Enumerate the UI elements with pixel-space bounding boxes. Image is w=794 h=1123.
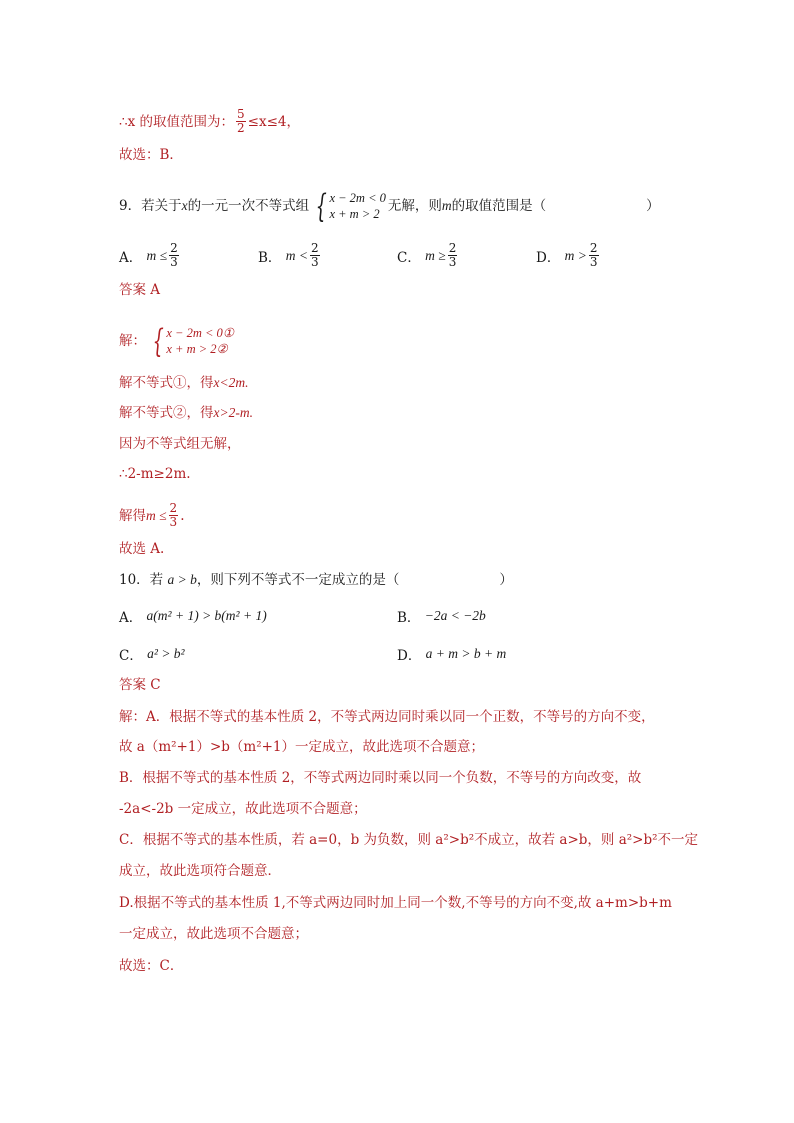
solution-10-line: -2a<-2b 一定成立，故此选项不合题意； bbox=[119, 801, 367, 817]
solution-10-choice: 故选：C． bbox=[119, 958, 184, 974]
option-9b: B． m < $\frac{2}{3}$ bbox=[258, 241, 319, 269]
option-9c: C． m ≥ $\frac{2}{3}$ bbox=[397, 241, 457, 269]
solution-9-step2: 解不等式②，得 x>2-m. bbox=[119, 405, 253, 421]
line-range: ∴x 的取值范围为： $\frac{5}{2}$ ≤x≤4， bbox=[119, 107, 300, 135]
solution-9-step1: 解不等式①，得 x<2m. bbox=[119, 375, 249, 391]
option-9a: A． m ≤ $\frac{2}{3}$ bbox=[119, 241, 178, 269]
option-10c: C． a² > b² bbox=[119, 646, 185, 664]
brace-icon: { bbox=[315, 187, 327, 225]
solution-10-line: 故 a（m²+1）>b（m²+1）一定成立，故此选项不合题意； bbox=[119, 739, 485, 755]
solution-10-line: 一定成立，故此选项不合题意； bbox=[119, 926, 308, 942]
solution-9-step5: 解得 m ≤ $\frac{2}{3}$ . bbox=[119, 501, 185, 529]
option-9d: D． m > $\frac{2}{3}$ bbox=[536, 241, 598, 269]
brace-icon: { bbox=[152, 322, 164, 360]
solution-10-line: 成立，故此选项符合题意． bbox=[119, 863, 281, 879]
answer-9: 答案 A bbox=[119, 282, 161, 298]
solution-9-system: 解： { x − 2m < 0① x + m > 2② bbox=[119, 322, 235, 360]
option-10d: D． a + m > b + m bbox=[397, 646, 507, 664]
solution-10-line: B．根据不等式的基本性质 2，不等式两边同时乘以同一个负数，不等号的方向改变，故 bbox=[119, 770, 642, 786]
solution-9-step4: ∴2-m≥2m. bbox=[119, 466, 191, 482]
answer-10: 答案 C bbox=[119, 677, 161, 693]
solution-9-choice: 故选 A. bbox=[119, 541, 165, 557]
question-9: 9．若关于 x 的一元一次不等式组 { x − 2m < 0 x + m > 2 无解，则 m 的取值范围是（ ） bbox=[119, 187, 660, 225]
question-10: 10．若 a > b ，则下列不等式不一定成立的是（ ） bbox=[119, 572, 513, 588]
option-10b: B． −2a < −2b bbox=[397, 608, 486, 626]
line-choice-b: 故选：B． bbox=[119, 147, 183, 163]
option-10a: A． a(m² + 1) > b(m² + 1) bbox=[119, 608, 267, 626]
inequality-system: { x − 2m < 0 x + m > 2 bbox=[315, 187, 386, 225]
fraction: $\frac{5}{2}$ bbox=[237, 107, 245, 135]
solution-10-line: 解：A．根据不等式的基本性质 2，不等式两边同时乘以同一个正数，不等号的方向不变， bbox=[119, 709, 655, 725]
solution-9-step3: 因为不等式组无解， bbox=[119, 436, 241, 452]
solution-10-line: D.根据不等式的基本性质 1,不等式两边同时加上同一个数,不等号的方向不变,故 a+m>b+m bbox=[119, 895, 672, 911]
solution-10-line: C．根据不等式的基本性质，若 a=0，b 为负数，则 a²>b²不成立，故若 a>b，则 a²>b²不一定 bbox=[119, 832, 699, 848]
